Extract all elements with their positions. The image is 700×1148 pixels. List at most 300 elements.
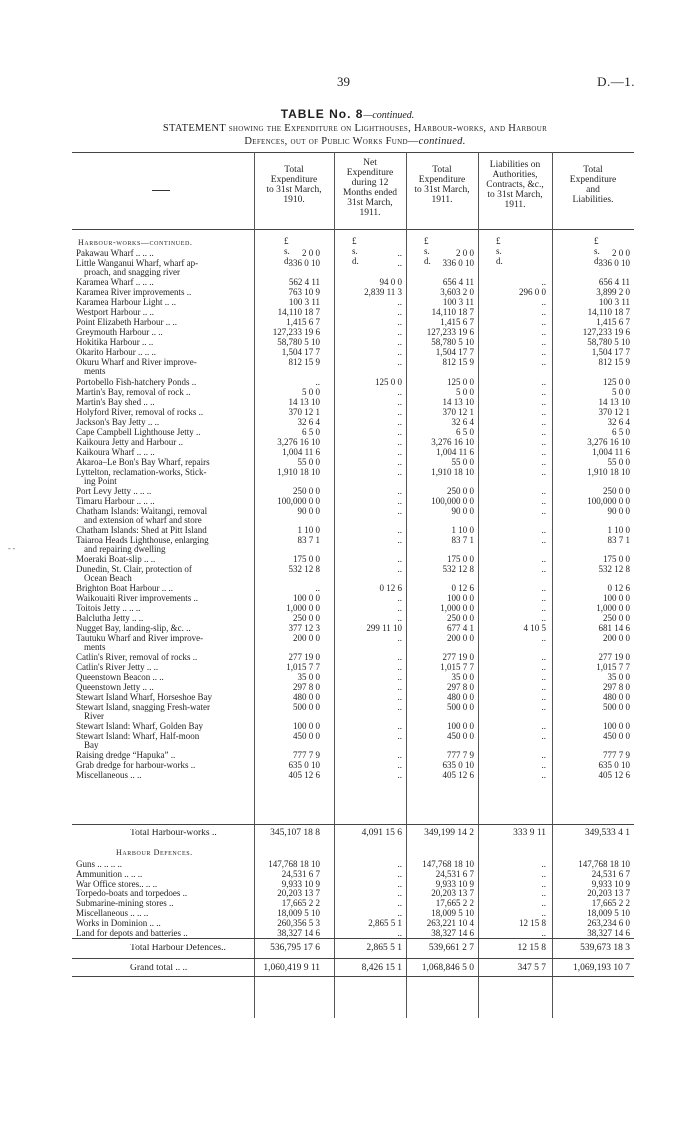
row-label-line-2: River — [84, 711, 104, 721]
cell-c5: 539,673 18 3 — [580, 943, 630, 953]
row-label — [76, 388, 250, 397]
cell-c1: 100,000 0 0 — [277, 496, 320, 506]
row-label — [76, 428, 250, 437]
row-label-line-1: Okarito Harbour .. .. .. — [76, 348, 156, 357]
cell-c3: 14,110 18 7 — [431, 307, 474, 317]
row-label — [76, 328, 250, 337]
cell-c1: 90 0 0 — [297, 506, 320, 516]
column-header-line: Total — [284, 165, 304, 175]
units-c5: £ s. d. — [594, 236, 601, 266]
cell-c3: 3,603 2 0 — [440, 287, 474, 297]
row-label-line-2: proach, and snagging river — [84, 267, 180, 277]
cell-c2: .. — [397, 908, 402, 918]
header-bottom-rule — [72, 229, 634, 230]
row-label — [76, 614, 250, 623]
cell-c2: 94 0 0 — [379, 277, 402, 287]
cell-c3: 405 12 6 — [442, 770, 474, 780]
row-label-line-1: Catlin's River Jetty .. .. — [76, 663, 159, 672]
cell-c4: .. — [541, 307, 546, 317]
row-label — [76, 899, 250, 908]
table-title-main: TABLE No. 8 — [280, 107, 364, 121]
cell-c1: 297 8 0 — [293, 682, 320, 692]
cell-c3: 812 15 9 — [442, 357, 474, 367]
section-heading-harbour-defences: Harbour Defences. — [116, 848, 193, 857]
cell-c1: 24,531 6 7 — [281, 868, 320, 879]
cell-c2: 8,426 15 1 — [361, 963, 402, 973]
cell-c5: 20,203 13 7 — [587, 888, 630, 899]
cell-c3: 777 7 9 — [447, 750, 474, 760]
cell-c1: 277 19 0 — [288, 652, 320, 662]
cell-c1: 405 12 6 — [288, 770, 320, 780]
cell-c1: 1 10 0 — [297, 525, 320, 535]
cell-c5: 1 10 0 — [607, 525, 630, 535]
cell-c4: .. — [541, 731, 546, 741]
cell-c2: .. — [397, 525, 402, 535]
table-title — [60, 107, 635, 121]
row-label-line-1: Karamea River improvements .. — [76, 288, 192, 297]
row-label-line-1: Balclutha Jetty .. .. — [76, 614, 144, 623]
row-label — [76, 308, 250, 317]
cell-c3: 14 13 10 — [442, 397, 474, 407]
table-top-rule — [72, 152, 634, 153]
column-header-line: Expenditure — [569, 175, 617, 185]
units-c1: £ s. d. — [284, 236, 291, 266]
cell-c4: .. — [541, 535, 546, 545]
column-header-line: to 31st March, — [414, 185, 470, 195]
row-label-line-1: Stewart Island Wharf, Horseshoe Bay — [76, 693, 213, 702]
cell-c5: 1,015 7 7 — [596, 662, 630, 672]
row-label-line-1: Stewart Island: Wharf, Half-moon — [76, 732, 200, 741]
row-label — [76, 278, 250, 287]
cell-c2: 0 12 6 — [379, 583, 402, 593]
row-label-line-1: Karamea Wharf .. .. .. — [76, 278, 154, 287]
row-label — [76, 919, 250, 928]
cell-c4: .. — [541, 682, 546, 692]
cell-c2: .. — [397, 878, 402, 889]
row-label — [76, 418, 250, 427]
cell-c2: .. — [397, 407, 402, 417]
cell-c4: 333 9 11 — [513, 828, 546, 838]
cell-c5: 405 12 6 — [598, 770, 630, 780]
row-label-line-1: Okuru Wharf and River improve- — [76, 358, 197, 367]
cell-c5: 127,233 19 6 — [582, 327, 630, 337]
units-c4: £ s. d. — [496, 236, 503, 266]
row-label-line-2: ments — [84, 366, 106, 376]
cell-c1: 18,009 5 10 — [277, 908, 320, 918]
row-label — [76, 870, 250, 879]
cell-c1: 777 7 9 — [293, 750, 320, 760]
cell-c5: 147,768 18 10 — [578, 859, 630, 869]
cell-c1: 370 12 1 — [288, 407, 320, 417]
row-label-line-1: Pakawau Wharf .. .. .. — [76, 249, 154, 258]
cell-c5: 14,110 18 7 — [587, 307, 630, 317]
cell-c1: 336 0 10 — [288, 258, 320, 268]
cell-c2: .. — [397, 317, 402, 327]
column-header-line: Authorities, — [492, 170, 538, 180]
row-label-line-1: Raising dredge “Hapuka” .. — [76, 751, 176, 760]
row-label-line-1: Total Harbour Defences.. — [130, 944, 226, 953]
row-label — [76, 565, 250, 583]
cell-c4: .. — [541, 859, 546, 869]
column-header-line: Expenditure — [346, 168, 394, 178]
row-label-line-1: Lyttelton, reclamation-works, Stick- — [76, 468, 207, 477]
cell-c4: .. — [541, 662, 546, 672]
cell-c3: 1,068,846 5 0 — [421, 963, 474, 973]
row-label-line-1: Martin's Bay, removal of rock .. — [76, 388, 191, 397]
cell-c4: .. — [541, 337, 546, 347]
row-label-line-1: Waikouaiti River improvements .. — [76, 594, 199, 603]
cell-c4: .. — [541, 525, 546, 535]
cell-c2: 2,865 5 1 — [366, 943, 402, 953]
column-header-line: 1910. — [283, 195, 305, 205]
row-label-line-1: Nugget Bay, landing-slip, &c. .. — [76, 624, 191, 633]
table-title-suffix: —continued. — [363, 110, 415, 121]
row-label — [76, 663, 250, 672]
cell-c1: 100 0 0 — [293, 593, 320, 603]
cell-c3: 263,221 10 4 — [426, 917, 474, 928]
cell-c5: 777 7 9 — [603, 750, 630, 760]
cell-c2: .. — [397, 702, 402, 712]
row-label-line-1: Works in Dominion .. .. — [76, 918, 161, 928]
cell-c1: 14,110 18 7 — [277, 307, 320, 317]
cell-c2: 125 0 0 — [375, 377, 402, 387]
row-label-line-1: Queenstown Beacon .. .. — [76, 673, 164, 682]
row-label-line-1: Chatham Islands: Shed at Pitt Island — [76, 526, 207, 535]
row-label — [76, 929, 250, 938]
series-reference: D.—1. — [597, 74, 635, 89]
cell-c5: 1,004 11 6 — [592, 447, 630, 457]
row-label — [76, 889, 250, 898]
cell-c2: .. — [397, 721, 402, 731]
row-label-line-1: Jackson's Bay Jetty .. .. — [76, 418, 160, 427]
cell-c5: 83 7 1 — [607, 535, 630, 545]
cell-c4: .. — [541, 554, 546, 564]
cell-c1: 500 0 0 — [293, 702, 320, 712]
scan-smudge: - - — [8, 544, 16, 553]
cell-c1: 32 6 4 — [297, 417, 320, 427]
cell-c4: .. — [541, 888, 546, 899]
cell-c2: .. — [397, 337, 402, 347]
cell-c4: .. — [541, 277, 546, 287]
row-label-line-1: Chatham Islands: Waitangi, removal — [76, 507, 208, 516]
row-label-line-1: Karamea Harbour Light .. .. — [76, 298, 176, 307]
cell-c5: 635 0 10 — [598, 760, 630, 770]
cell-c4: .. — [541, 327, 546, 337]
cell-c4: .. — [541, 652, 546, 662]
column-header-line: Contracts, &c., — [486, 180, 544, 190]
cell-c5: 250 0 0 — [603, 486, 630, 496]
row-label-line-1: Dunedin, St. Clair, protection of — [76, 565, 192, 574]
cell-c1: 480 0 0 — [293, 692, 320, 702]
cell-c5: 3,276 16 10 — [587, 437, 630, 447]
cell-c2: .. — [397, 496, 402, 506]
cell-c3: 0 12 6 — [451, 583, 474, 593]
row-label-line-1: Point Elizabeth Harbour .. .. — [76, 318, 177, 327]
cell-c2: .. — [397, 750, 402, 760]
column-header-line: 1911. — [431, 195, 453, 205]
cell-c2: .. — [397, 486, 402, 496]
column-header-line: 1911. — [359, 208, 381, 218]
cell-c1: 1,000 0 0 — [286, 603, 320, 613]
row-label — [76, 673, 250, 682]
row-label-line-1: Miscellaneous .. .. .. — [76, 909, 149, 918]
page-header — [60, 74, 635, 90]
column-header-line: Total — [583, 165, 603, 175]
row-label — [76, 526, 250, 535]
row-label — [76, 909, 250, 918]
cell-c1: 58,780 5 10 — [277, 337, 320, 347]
cell-c5: 336 0 10 — [598, 258, 630, 268]
row-label — [76, 487, 250, 496]
cell-c5: 450 0 0 — [603, 731, 630, 741]
cell-c4: .. — [541, 457, 546, 467]
row-label — [76, 722, 250, 731]
cell-c5: 349,533 4 1 — [584, 828, 630, 838]
cell-c4: .. — [541, 721, 546, 731]
section-heading-harbour-works: Harbour-works—continued. — [78, 238, 193, 247]
cell-c5: 0 12 6 — [607, 583, 630, 593]
cell-c3: 677 4 1 — [447, 623, 474, 633]
cell-c1: .. — [315, 377, 320, 387]
cell-c3: 349,199 14 2 — [424, 828, 474, 838]
cell-c3: 200 0 0 — [447, 633, 474, 643]
cell-c3: 175 0 0 — [447, 554, 474, 564]
row-label-line-1: Brighton Boat Harbour .. .. — [76, 584, 173, 593]
cell-c5: 297 8 0 — [603, 682, 630, 692]
column-header-c4 — [478, 160, 552, 210]
row-label-line-1: Guns .. .. .. .. — [76, 860, 123, 869]
cell-c1: 14 13 10 — [288, 397, 320, 407]
cell-c3: 635 0 10 — [442, 760, 474, 770]
cell-c4: .. — [541, 417, 546, 427]
row-label — [76, 880, 250, 889]
row-label — [76, 497, 250, 506]
cell-c5: 200 0 0 — [603, 633, 630, 643]
cell-c4: .. — [541, 297, 546, 307]
row-label — [76, 584, 250, 593]
cell-c5: 100 3 11 — [598, 297, 630, 307]
cell-c3: 100 0 0 — [447, 721, 474, 731]
statement-line-2: Defences, out of Public Works Fund—continued. — [244, 136, 466, 147]
cell-c4: .. — [541, 467, 546, 477]
cell-c1: 83 7 1 — [297, 535, 320, 545]
cell-c4: .. — [541, 437, 546, 447]
row-label-line-1: Westport Harbour .. .. — [76, 308, 155, 317]
cell-c5: 2 0 0 — [612, 248, 630, 258]
cell-c4: 296 0 0 — [519, 287, 546, 297]
cell-c5: 532 12 8 — [598, 564, 630, 574]
cell-c3: 1 10 0 — [451, 525, 474, 535]
cell-c3: 539,661 2 7 — [428, 943, 474, 953]
cell-c5: 1,069,193 10 7 — [573, 963, 630, 973]
row-label — [76, 448, 250, 457]
row-label-line-1: Taiaroa Heads Lighthouse, enlarging — [76, 536, 209, 545]
cell-c2: .. — [397, 297, 402, 307]
cell-c1: 1,015 7 7 — [286, 662, 320, 672]
cell-c1: 532 12 8 — [288, 564, 320, 574]
cell-c1: 175 0 0 — [293, 554, 320, 564]
row-label-line-1: Torpedo-boats and torpedoes .. — [76, 889, 188, 899]
cell-c2: .. — [397, 535, 402, 545]
cell-c5: 370 12 1 — [598, 407, 630, 417]
row-label — [76, 693, 250, 702]
cell-c3: 5 0 0 — [456, 387, 474, 397]
row-label — [76, 555, 250, 564]
row-label-line-1: Moeraki Boat-slip .. .. — [76, 555, 156, 564]
subtotal-rule — [72, 824, 634, 825]
cell-c3: 20,203 13 7 — [431, 888, 474, 899]
cell-c1: 17,665 2 2 — [281, 898, 320, 909]
cell-c2: .. — [397, 427, 402, 437]
cell-c3: 1,415 6 7 — [440, 317, 474, 327]
row-label-line-1: Land for depots and batteries .. — [76, 928, 188, 938]
cell-c1: 1,004 11 6 — [282, 447, 320, 457]
cell-c1: 38,327 14 6 — [277, 927, 320, 938]
cell-c4: .. — [541, 898, 546, 909]
cell-c3: 297 8 0 — [447, 682, 474, 692]
row-label — [76, 398, 250, 407]
column-header-line: Expenditure — [418, 175, 466, 185]
cell-c3: 656 4 11 — [442, 277, 474, 287]
cell-c4: .. — [541, 593, 546, 603]
cell-c5: 17,665 2 2 — [591, 898, 630, 909]
cell-c5: 100,000 0 0 — [587, 496, 630, 506]
cell-c4: .. — [541, 702, 546, 712]
cell-c3: 18,009 5 10 — [431, 908, 474, 918]
cell-c2: .. — [397, 927, 402, 938]
cell-c5: 1,504 17 7 — [591, 347, 630, 357]
row-label — [76, 348, 250, 357]
cell-c3: 125 0 0 — [447, 377, 474, 387]
cell-c5: 250 0 0 — [603, 613, 630, 623]
cell-c5: 656 4 11 — [598, 277, 630, 287]
table-bottom-rule — [72, 976, 634, 977]
cell-c4: .. — [541, 377, 546, 387]
cell-c3: 1,015 7 7 — [440, 662, 474, 672]
row-label — [76, 288, 250, 297]
row-label-line-2: and repairing dwelling — [84, 544, 166, 554]
cell-c2: .. — [397, 593, 402, 603]
cell-c4: .. — [541, 397, 546, 407]
row-label-line-1: Stewart Island: Wharf, Golden Bay — [76, 722, 204, 731]
cell-c2: .. — [397, 357, 402, 367]
cell-c3: 450 0 0 — [447, 731, 474, 741]
cell-c3: 100 3 11 — [442, 297, 474, 307]
cell-c2: 2,839 11 3 — [364, 287, 402, 297]
cell-c5: 812 15 9 — [598, 357, 630, 367]
cell-c1: 536,795 17 6 — [270, 943, 320, 953]
cell-c2: .. — [397, 387, 402, 397]
cell-c1: 450 0 0 — [293, 731, 320, 741]
cell-c3: 58,780 5 10 — [431, 337, 474, 347]
cell-c5: 38,327 14 6 — [587, 927, 630, 938]
cell-c5: 100 0 0 — [603, 593, 630, 603]
cell-c5: 18,009 5 10 — [587, 908, 630, 918]
cell-c4: .. — [541, 613, 546, 623]
cell-c3: 1,504 17 7 — [435, 347, 474, 357]
grand-total-rule — [72, 958, 634, 959]
cell-c3: 90 0 0 — [451, 506, 474, 516]
row-label-line-1: Cape Campbell Lighthouse Jetty .. — [76, 428, 201, 437]
cell-c4: 12 15 8 — [519, 917, 546, 928]
cell-c2: .. — [397, 554, 402, 564]
cell-c1: 260,356 5 3 — [277, 917, 320, 928]
cell-c2: .. — [397, 437, 402, 447]
cell-c4: 12 15 8 — [517, 943, 546, 953]
row-label — [76, 507, 250, 525]
cell-c5: 55 0 0 — [607, 457, 630, 467]
cell-c1: 147,768 18 10 — [268, 859, 320, 869]
cell-c3: 127,233 19 6 — [426, 327, 474, 337]
cell-c5: 6 5 0 — [612, 427, 630, 437]
row-label — [76, 378, 250, 387]
cell-c2: .. — [397, 652, 402, 662]
column-header-c2 — [334, 158, 406, 218]
row-label — [76, 536, 250, 554]
cell-c2: .. — [397, 672, 402, 682]
cell-c2: .. — [397, 397, 402, 407]
row-label-line-1: Timaru Harbour .. .. .. — [76, 497, 155, 506]
particulars-column-dash — [152, 190, 170, 191]
cell-c3: 24,531 6 7 — [435, 868, 474, 879]
statement-line-2-italic: continued. — [418, 136, 466, 147]
cell-c3: 100,000 0 0 — [431, 496, 474, 506]
cell-c4: .. — [541, 692, 546, 702]
row-label-line-1: Greymouth Harbour .. .. — [76, 328, 163, 337]
column-header-line: to 31st March, — [266, 185, 322, 195]
cell-c2: .. — [397, 859, 402, 869]
cell-c1: 345,107 18 8 — [270, 828, 320, 838]
cell-c1: 250 0 0 — [293, 486, 320, 496]
cell-c4: .. — [541, 506, 546, 516]
cell-c1: 6 5 0 — [302, 427, 320, 437]
row-label — [76, 860, 250, 869]
units-c3: £ s. d. — [424, 236, 431, 266]
row-label — [76, 683, 250, 692]
cell-c4: 4 10 5 — [523, 623, 546, 633]
row-label-line-1: Tautuku Wharf and River improve- — [76, 634, 204, 643]
cell-c3: 17,665 2 2 — [435, 898, 474, 909]
column-header-line: during 12 — [351, 178, 389, 188]
cell-c3: 277 19 0 — [442, 652, 474, 662]
row-label-line-1: Miscellaneous .. .. — [76, 771, 142, 780]
cell-c5: 1,000 0 0 — [596, 603, 630, 613]
cell-c4: .. — [541, 387, 546, 397]
column-header-line: Net — [363, 158, 377, 168]
cell-c1: 100 3 11 — [288, 297, 320, 307]
row-label — [76, 634, 250, 652]
cell-c1: 635 0 10 — [288, 760, 320, 770]
cell-c4: .. — [541, 770, 546, 780]
cell-c3: 1,000 0 0 — [440, 603, 474, 613]
statement-line-1: STATEMENT showing the Expenditure on Lighthouses, Harbour-works, and Harbour — [162, 123, 548, 134]
cell-c4: .. — [541, 760, 546, 770]
column-header-line: and — [586, 185, 600, 195]
row-label — [76, 408, 250, 417]
cell-c5: 125 0 0 — [603, 377, 630, 387]
row-label — [76, 653, 250, 662]
cell-c5: 480 0 0 — [603, 692, 630, 702]
cell-c2: .. — [397, 682, 402, 692]
row-label-line-1: Submarine-mining stores .. — [76, 899, 174, 909]
cell-c5: 277 19 0 — [598, 652, 630, 662]
cell-c5: 14 13 10 — [598, 397, 630, 407]
cell-c1: 812 15 9 — [288, 357, 320, 367]
column-header-line: to 31st March, — [487, 190, 543, 200]
cell-c2: .. — [397, 248, 402, 258]
cell-c2: .. — [397, 258, 402, 268]
cell-c2: .. — [397, 760, 402, 770]
